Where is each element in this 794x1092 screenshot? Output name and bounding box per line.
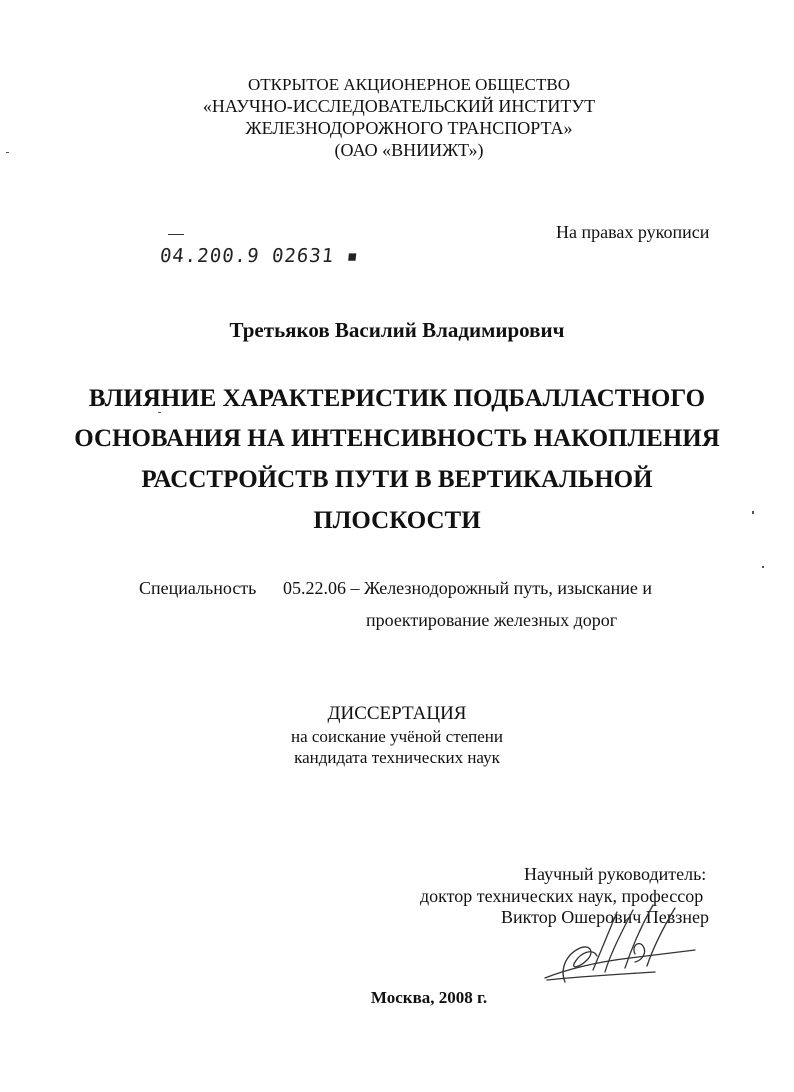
supervisor-name: Виктор Ошерович Певзнер bbox=[501, 907, 710, 927]
dissertation-degree-line-1: на соискание учёной степени bbox=[290, 727, 504, 746]
signature-icon bbox=[535, 900, 705, 995]
thesis-title-line-4: ПЛОСКОСТИ bbox=[313, 507, 481, 534]
thesis-title-line-1: ВЛИЯНИЕ ХАРАКТЕРИСТИК ПОДБАЛЛАСТНОГО bbox=[88, 385, 706, 412]
organization-line-2: «НАУЧНО-ИССЛЕДОВАТЕЛЬСКИЙ ИНСТИТУТ bbox=[202, 96, 596, 116]
supervisor-label: Научный руководитель: bbox=[524, 864, 707, 884]
organization-line-3: ЖЕЛЕЗНОДОРОЖНОГО ТРАНСПОРТА» bbox=[245, 118, 573, 138]
registration-stamp-mark bbox=[168, 234, 184, 235]
supervisor-degree: доктор технических наук, профессор bbox=[420, 886, 704, 906]
dissertation-degree-line-2: кандидата технических наук bbox=[294, 748, 500, 767]
rights-note: На правах рукописи bbox=[556, 222, 710, 242]
specialty-description-continued: проектирование железных дорог bbox=[366, 610, 618, 630]
dissertation-heading: ДИССЕРТАЦИЯ bbox=[327, 703, 467, 724]
author-name: Третьяков Василий Владимирович bbox=[229, 318, 565, 342]
organization-line-1: ОТКРЫТОЕ АКЦИОНЕРНОЕ ОБЩЕСТВО bbox=[247, 75, 570, 94]
thesis-title-line-3: РАССТРОЙСТВ ПУТИ В ВЕРТИКАЛЬНОЙ bbox=[141, 466, 653, 493]
thesis-title-line-2: ОСНОВАНИЯ НА ИНТЕНСИВНОСТЬ НАКОПЛЕНИЯ bbox=[74, 425, 720, 452]
scan-speck bbox=[6, 152, 9, 153]
registration-number bbox=[159, 245, 360, 267]
registration-number-text: 04.200.9 02631 bbox=[158, 245, 336, 267]
specialty-code-description: 05.22.06 – Железнодорожный путь, изыскание и bbox=[283, 578, 653, 598]
scan-speck bbox=[762, 566, 764, 568]
registration-stamp-dot: ▪ bbox=[333, 245, 361, 267]
scan-speck bbox=[158, 412, 161, 413]
city-year: Москва, 2008 г. bbox=[370, 988, 488, 1007]
scan-speck bbox=[752, 511, 754, 514]
organization-line-4: (ОАО «ВНИИЖТ») bbox=[334, 140, 484, 160]
specialty-label: Специальность bbox=[139, 578, 257, 598]
